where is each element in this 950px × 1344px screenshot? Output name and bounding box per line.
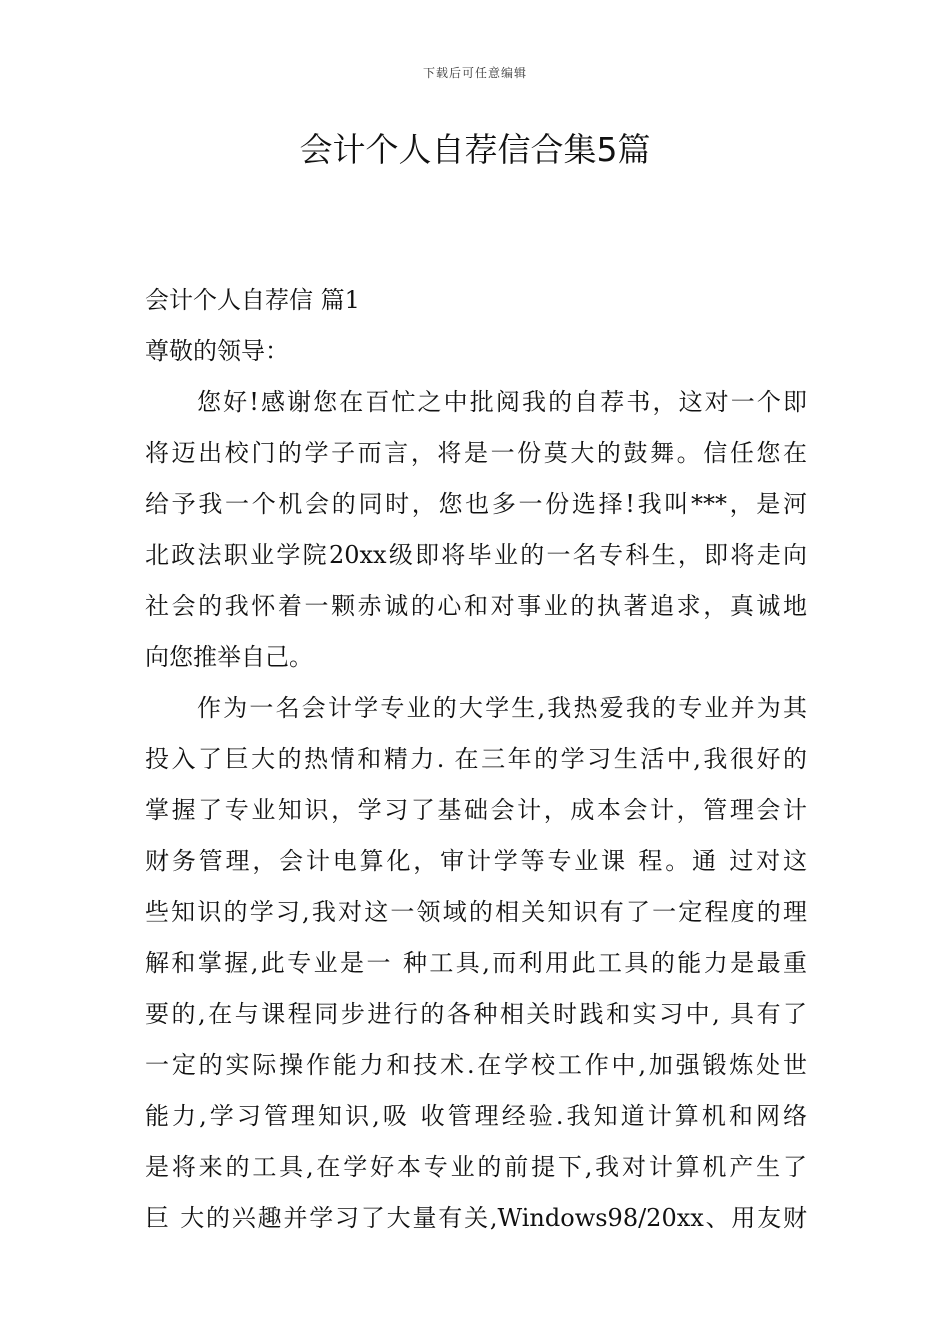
paragraph-line: 北政法职业学院20xx级即将毕业的一名专科生，即将走向 (145, 541, 807, 569)
paragraph-line: 是将来的工具,在学好本专业的前提下,我对计算机产生了 (145, 1153, 807, 1181)
paragraph-line: 社会的我怀着一颗赤诚的心和对事业的执著追求，真诚地 (145, 592, 807, 620)
document-title: 会计个人自荐信合集5篇 (299, 130, 651, 169)
paragraph-line: 财务管理，会计电算化，审计学等专业课 程。通 过对这 (145, 847, 807, 875)
header-note: 下载后可任意编辑 (422, 66, 527, 80)
salutation: 尊敬的领导： (145, 337, 289, 365)
paragraph-line: 作为一名会计学专业的大学生,我热爱我的专业并为其 (197, 694, 807, 722)
paragraph-line: 将迈出校门的学子而言，将是一份莫大的鼓舞。信任您在 (145, 439, 807, 467)
paragraph-line: 给予我一个机会的同时，您也多一份选择!我叫***，是河 (145, 490, 807, 518)
paragraph-line: 能力,学习管理知识,吸 收管理经验.我知道计算机和网络 (145, 1102, 807, 1130)
paragraph-line: 巨 大的兴趣并学习了大量有关,Windows98/20xx、用友财 (145, 1204, 807, 1232)
paragraph-2 (145, 683, 807, 1244)
paragraph-line: 些知识的学习,我对这一领域的相关知识有了一定程度的理 (145, 898, 807, 926)
paragraph-1 (145, 377, 807, 683)
paragraph-line: 要的,在与课程同步进行的各种相关时践和实习中, 具有了 (145, 1000, 807, 1028)
paragraph-line: 投入了巨大的热情和精力. 在三年的学习生活中,我很好的 (145, 745, 807, 773)
document-body (145, 275, 807, 1244)
paragraph-line: 您好!感谢您在百忙之中批阅我的自荐书，这对一个即 (197, 388, 807, 416)
paragraph-line: 向您推举自己。 (145, 643, 313, 671)
paragraph-line: 解和掌握,此专业是一 种工具,而利用此工具的能力是最重 (145, 949, 807, 977)
section-heading: 会计个人自荐信 篇1 (145, 286, 360, 314)
paragraph-line: 掌握了专业知识，学习了基础会计，成本会计，管理会计 (145, 796, 807, 824)
paragraph-line: 一定的实际操作能力和技术.在学校工作中,加强锻炼处世 (145, 1051, 807, 1079)
